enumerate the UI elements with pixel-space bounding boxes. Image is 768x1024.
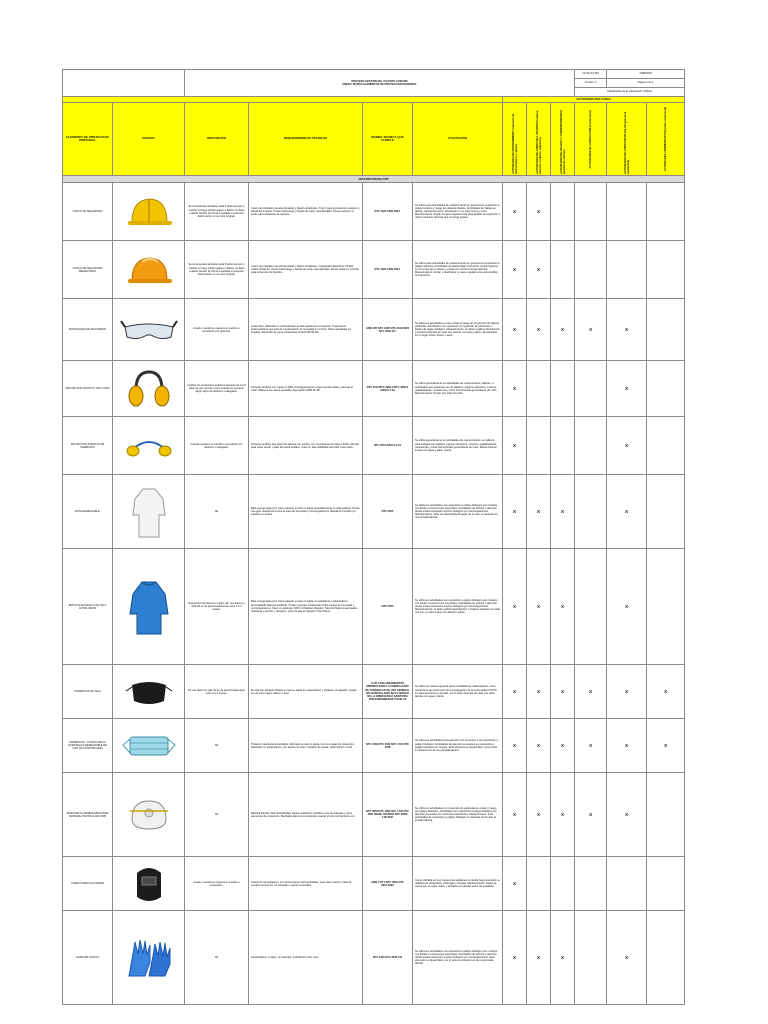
- epp-rows: [63, 183, 685, 1005]
- n95-respirator-icon: [113, 795, 184, 835]
- epp-technical: Protector auditivo con copas en ABS, amortiguamiento y espuma para aislar y atenuar el ruido; diadema con altura ajustable. Atenuación NRR 25 dB.: [249, 361, 363, 417]
- epp-technical: Desechables, en látex, no estériles, ambidiestro color azul.: [249, 911, 363, 1005]
- welding-helmet-icon: [113, 863, 184, 905]
- activity-mark-4: [575, 857, 607, 911]
- epp-technical: Lente claro, fabricado en policarbonato de alta resistencia a impactos. Tratamiento antiempañante que evita la condensación de humedad en el lente. Patas ajustables en longitud. Absorción de rayos ultravioleta (UVA/UVB) 99.9%.: [249, 299, 363, 361]
- activity-mark-4: [575, 417, 607, 475]
- col-activity-3: [551, 103, 575, 176]
- col-activity-5: [607, 103, 647, 176]
- activity-mark-4: [575, 911, 607, 1005]
- epp-row: [63, 183, 685, 241]
- epp-row: [63, 719, 685, 773]
- activity-mark-4: [575, 361, 607, 417]
- activity-mark-4: [575, 475, 607, 549]
- activity-mark-6: [647, 361, 685, 417]
- epp-standard: NTC 5625: [363, 475, 413, 549]
- activities-group-label: ACTIVIDADES POR CARGO: [503, 97, 685, 103]
- epp-image: [113, 361, 185, 417]
- epp-image: [113, 719, 185, 773]
- activity-mark-5: [607, 857, 647, 911]
- activity-mark-6: [647, 417, 685, 475]
- activity-mark-4: [575, 241, 607, 299]
- epp-usage: Se utiliza en actividades para atención con el usuario o por exposición a peligro biológico. Actividades de atención a usuarios en exposición a peligro biológico por riesgos. Este elemento es desechable, por lo tanto su duración es de una jornada laboral.: [413, 719, 503, 773]
- activity-mark-6: [647, 857, 685, 911]
- epp-element-name: MONOGAFAS DE SEGURIDAD: [63, 299, 113, 361]
- disposable-gown-icon: [113, 485, 184, 539]
- epp-technical: Material filtrante. Alta hermeticidad. Ajuste anatómico. Facilita el uso de anteojos y otros elementos de protección. Diseñada para la comunicación cuando el tono normal de la voz.: [249, 773, 363, 857]
- activity-mark-2: X: [527, 475, 551, 549]
- nitrile-gloves-icon: [113, 936, 184, 980]
- epp-technical: Casco de polietileno de alta densidad y diseño ultraliviano. Capacidad dieléctrica: 20.000 voltios (Clase E). Posee barbuquejo y banda de sudor reemplazable. Posee canal en el borde para extracción de líquidos.: [249, 241, 363, 299]
- activity-mark-1: X: [503, 183, 527, 241]
- activity-mark-3: [551, 241, 575, 299]
- activity-mark-4: X: [575, 299, 607, 361]
- activity-mark-3: X: [551, 475, 575, 549]
- activity-mark-2: X: [527, 299, 551, 361]
- section-label: DESCRIPCIÓN DEL EPP: [63, 176, 685, 183]
- activity-mark-5: X: [607, 665, 647, 719]
- activity-mark-5: X: [607, 361, 647, 417]
- surgical-mask-icon: [113, 731, 184, 761]
- epp-image: [113, 773, 185, 857]
- activity-mark-1: X: [503, 361, 527, 417]
- epp-row: [63, 241, 685, 299]
- epp-technical: Protector auditivo tipo tapón de silicona con cordón, con membranas de triple o doble reborde, para mejor ajuste y sello del canal auditivo. Color en alta visibilidad para fácil supervisión.: [249, 417, 363, 475]
- activity-mark-4: X: [575, 719, 607, 773]
- col-activity-1: [503, 103, 527, 176]
- activity-mark-1: X: [503, 857, 527, 911]
- epp-usage: Se utiliza en actividades con exposición a peligro biológico por contacto con fluidos o secreciones corporales. Actividades de archivo y atención donde exista exposición al polvo biológico y/o microorganismos. Mantenimiento: se debe realizar desinfección y limpieza después de cada uso con un paño suave con alcohol o jabón.: [413, 549, 503, 665]
- orange-helmet-icon: [113, 250, 184, 290]
- col-activity-6: [647, 103, 685, 176]
- col-standard: NORMA TÉCNICA QUE CUMPLE: [363, 103, 413, 176]
- activity-mark-5: X: [607, 475, 647, 549]
- activity-mark-6: [647, 299, 685, 361]
- epp-standard: ANSI Z 87.1 NTC 3610 NTC 3610:2020: [363, 857, 413, 911]
- activity-mark-6: [647, 241, 685, 299]
- epp-technical: Careta de termoplástico, con protecciones intercambiables, visor claro interior y filtro de sombra número 10, 12 estándar o según necesidad.: [249, 857, 363, 911]
- epp-reposition: NA: [185, 719, 249, 773]
- activity-mark-2: X: [527, 183, 551, 241]
- epp-image: [113, 665, 185, 719]
- epp-usage: Se utiliza generalmente en actividades de mantenimiento, talleres, o actividades que requieran uso de taladros, equipos eléctricos, motores, guadañadoras, motosierras y otras herramientas generadoras de ruido. Mantenimiento: limpiar con paño húmedo.: [413, 361, 503, 417]
- epp-usage: Se utiliza generalmente en actividades de mantenimiento, en talleres, para trabajos con taladros, equipos eléctricos, motores, guadañadoras, motosierras y otras herramientas generadoras de ruido. Mantenimiento: limpiar con agua y jabón neutro.: [413, 417, 503, 475]
- document-page: Página 1 de 1: [607, 79, 685, 88]
- ear-plugs-icon: [113, 431, 184, 461]
- epp-standard: NTC 2272 ANSI S 3.19: [363, 417, 413, 475]
- epp-technical: Casco de polietileno de alta densidad y diseño ultraliviano. Tipo II para la protección superior y lateral del impacto. Posee barbuquejo y banda de sudor reemplazable. Posee canal en el borde para extracción de líquidos.: [249, 183, 363, 241]
- epp-usage: Como utilizada en los procesos de soldadura en donde haya exposición a radiaciones ultravioleta, infrarrojas y chispas. Mantenimiento: limpiar la careta con un trapo suave y limpiarla con alcohol antes de guardarla.: [413, 857, 503, 911]
- epp-row: [63, 361, 685, 417]
- epp-element-name: BATA DESECHABLE: [63, 475, 113, 549]
- fluid-resistant-gown-icon: [113, 578, 184, 636]
- epp-usage: Se utiliza en actividades en que existe el riesgo de proyección de objetos, partículas. Actividades con exposición a proyección de partículas o fluidos de origen biológico. Mantenimiento: se deben realizar desinfección y limpieza después de cada uso, lavarlo con agua y jabón. Almacenarlo en un lugar limpio, fresco y seco.: [413, 299, 503, 361]
- col-reposition: REPOSICIÓN: [185, 103, 249, 176]
- activity-mark-2: [527, 857, 551, 911]
- epp-image: [113, 417, 185, 475]
- activity-label: ACTIVIDADES DE ATENCIÓN EN SALUD (personal asistencial): [623, 111, 630, 175]
- yellow-helmet-icon: [113, 192, 184, 232]
- epp-usage: Se utiliza en actividades con presencia de partículas en el aire y riesgo por peligro biológico. Actividades con exposición a peligro biológico por atención al usuario con síntomas respiratorios. Mantenimiento: para actividades de exposición a peligro biológico se desecha al terminar la jornada laboral.: [413, 773, 503, 857]
- activity-mark-5: [607, 183, 647, 241]
- epp-element-name: PROTECTOR AUDITIVO TIPO COPA: [63, 361, 113, 417]
- epp-standard: NTC 2190 NTC 3946 116: [363, 911, 413, 1005]
- activity-label: ACTIVIDADES DE ARCHIVO Y CORRESPONDENCIA (auxiliar de archivo): [559, 109, 566, 175]
- epp-element-name: CASCO DE SEGURIDAD DIELÉCTRICO: [63, 241, 113, 299]
- epp-element-name: TAPABOCAS - O MASCARILLA QUIRÚRGICA DESECHABLE DE USO NO HOSPITALARIO: [63, 719, 113, 773]
- epp-reposition: Reposición de deterioro o daño. En uso diario su vida útil es de aproximadamente entre 2 a 3 meses.: [185, 549, 249, 665]
- epp-standard: NTC 1523 ANSI Z89.1: [363, 183, 413, 241]
- document-classification: Clasificación de la información: Pública: [575, 88, 685, 97]
- epp-matrix-sheet: [62, 69, 684, 1005]
- epp-element-name: GUANTES NITRILO: [63, 911, 113, 1005]
- activity-mark-1: X: [503, 773, 527, 857]
- activity-mark-1: X: [503, 719, 527, 773]
- epp-row: [63, 665, 685, 719]
- epp-image: [113, 241, 185, 299]
- activity-mark-3: X: [551, 299, 575, 361]
- epp-standard: NTC 2272 NTC 2950-2 NTC 4956-2 ANSI S 3.19: [363, 361, 413, 417]
- activity-mark-3: X: [551, 773, 575, 857]
- epp-reposition: NA: [185, 773, 249, 857]
- epp-reposition: Cuando requiera su cambio o renovación por deterioro o desgaste.: [185, 417, 249, 475]
- activity-mark-5: X: [607, 773, 647, 857]
- epp-usage: Se utiliza en actividades con exposición a peligro biológico por contacto con fluidos o secreciones corporales. Actividades de archivo y atención donde exista exposición al polvo biológico y/o microorganismos. Este elemento es desechable, por lo tanto su duración es de una jornada laboral.: [413, 911, 503, 1005]
- col-usage: UTILIZACIÓN: [413, 103, 503, 176]
- activity-mark-3: [551, 183, 575, 241]
- epp-standard: NTC 1583 NTC 1584 NTC 1733 NTC 1728: [363, 719, 413, 773]
- activity-mark-1: X: [503, 241, 527, 299]
- activity-label: ACTIVIDADES DE ATENCIÓN A USUARIOS (cajeros, atención al cliente, vigilantes): [535, 110, 542, 175]
- activity-mark-6: X: [647, 665, 685, 719]
- activity-mark-2: X: [527, 665, 551, 719]
- activity-mark-2: [527, 417, 551, 475]
- ear-muffs-icon: [113, 368, 184, 410]
- epp-technical: Bata manga larga (con cierre trasero) en tela no tejida, en polietileno o polipropileno termosellada. Barrera antifluido. Posee una gran resistencia contra el paso de humedad y microorganismos. Peso: en poliéster 100% o Poliéster Algodón. Tela Anti fluido impermeable resistente a tensión y desgarre, puño de tela en algodón color blanco.: [249, 549, 363, 665]
- epp-row: [63, 773, 685, 857]
- title-line-2: ANEXO: MATRIZ ELEMENTOS DE PROTECCION PERSONAL: [342, 83, 417, 86]
- epp-element-name: BATA POLIETILENO CON TELA ANTIFLUIDOS: [63, 549, 113, 665]
- activity-mark-5: X: [607, 299, 647, 361]
- activity-mark-2: X: [527, 241, 551, 299]
- epp-usage: Se utiliza para actividades de mantenimiento en general con exposición a peligro locativo y riesgo de caída de objetos. Actividades de trabajo en alturas. Almacenamiento: almacenar en un lugar fresco y seco. Mantenimiento: limpiar el casco regularmente para facilitar la inspección y retirar manchas. Revisar que no tenga grietas.: [413, 183, 503, 241]
- activity-mark-5: X: [607, 549, 647, 665]
- activity-mark-6: [647, 549, 685, 665]
- activity-mark-1: X: [503, 417, 527, 475]
- epp-technical: Bata manga larga (con cierre trasero) en tela no tejida preferiblemente en polipropileno. Posee una gran resistencia contra el paso de humedad y microorganismos. Banda de fruncido y/o cauchos en puños.: [249, 475, 363, 549]
- epp-technical: En tela con almacén filtrado en tela no tejida de polipropileno y poliéster y/o algodón, puede ser de color negro, blanco o azul.: [249, 665, 363, 719]
- activity-mark-3: [551, 857, 575, 911]
- epp-row: [63, 475, 685, 549]
- activity-mark-3: X: [551, 665, 575, 719]
- activity-label: ACTIVIDADES DE MANTENIMIENTO (operario de mantenimiento y apoyo): [511, 113, 518, 175]
- activity-mark-1: X: [503, 475, 527, 549]
- document-code-value: 0088/2020: [607, 70, 685, 79]
- epp-row: [63, 857, 685, 911]
- activity-mark-3: X: [551, 911, 575, 1005]
- activity-mark-6: [647, 183, 685, 241]
- activity-mark-1: X: [503, 549, 527, 665]
- safety-glasses-icon: [113, 313, 184, 347]
- epp-row: [63, 299, 685, 361]
- epp-reposition: Se recomienda cambiarlo cada 5 años siempre y cuando no haya sufrido golpes o daños; se debe realizar cambio de forma inmediata si presenta deformación en su color original.: [185, 241, 249, 299]
- activity-mark-1: X: [503, 665, 527, 719]
- epp-image: [113, 299, 185, 361]
- epp-image: [113, 911, 185, 1005]
- epp-reposition: Anual o cuando se requiera su cambio o renovación por deterioro.: [185, 299, 249, 361]
- epp-reposition: En uso diario su vida útil es de aproximadamente entre 2 a 3 meses.: [185, 665, 249, 719]
- epp-image: [113, 475, 185, 549]
- activity-mark-5: [607, 241, 647, 299]
- epp-technical: Protector nasobucal desechable, fabricado en tela no tejida, con tres capas de protección, elaborado en polipropileno, con ajuste con tiras o elástico de ajuste. Color blanco o azul.: [249, 719, 363, 773]
- activity-mark-5: X: [607, 719, 647, 773]
- activity-mark-3: X: [551, 549, 575, 665]
- epp-usage: Se utiliza de manera general para la totalidad de colaboradores, como mecanismo de prevención de la propagación de la enfermedad COVID-19. Este elemento es lavable, por lo tanto después de cada uso debe lavarse con agua y jabón.: [413, 665, 503, 719]
- epp-reposition: Anual o cuando se requiera su cambio o renovación.: [185, 857, 249, 911]
- epp-row: [63, 911, 685, 1005]
- activity-label: ACTIVIDADES ADMINISTRATIVAS (todo el personal): [664, 106, 668, 172]
- activity-mark-2: X: [527, 549, 551, 665]
- epp-reposition: NA: [185, 911, 249, 1005]
- epp-image: [113, 549, 185, 665]
- activity-mark-6: [647, 911, 685, 1005]
- activity-mark-1: X: [503, 911, 527, 1005]
- activity-label: ACTIVIDADES DE CONDUCCIÓN (conductores): [589, 109, 593, 169]
- activity-mark-5: X: [607, 911, 647, 1005]
- col-technical: REQUERIMIENTOS TÉCNICOS: [249, 103, 363, 176]
- document-code: GCTH-ST-FM: [575, 70, 607, 79]
- epp-image: [113, 857, 185, 911]
- activity-mark-6: [647, 773, 685, 857]
- epp-reposition: cambiar los protectores auditivos después de 3 a 5 años de uso normal, o bien cuando se presente algún signo de deterioro o desgaste.: [185, 361, 249, 417]
- epp-element-name: TAPABOCAS DE TELA: [63, 665, 113, 719]
- activity-mark-4: [575, 549, 607, 665]
- epp-standard: ANSI Z87 NTC 1825 NTC 3610:2020 NTC 3946 117: [363, 299, 413, 361]
- logo-cell: [63, 70, 185, 97]
- col-activity-2: [527, 103, 551, 176]
- activity-mark-5: X: [607, 417, 647, 475]
- activity-mark-2: [527, 361, 551, 417]
- activity-mark-6: X: [647, 719, 685, 773]
- epp-reposition: NA: [185, 475, 249, 549]
- activity-mark-3: X: [551, 719, 575, 773]
- document-version: Versión: 3: [575, 79, 607, 88]
- epp-standard: NTC 3852 NTC 1584 NTC 1733 NTC 2561 NIOSH 42CFR84 NTC EN50 149:2020: [363, 773, 413, 857]
- epp-standard: NTC 5625: [363, 549, 413, 665]
- epp-reposition: Se recomienda cambiarlo cada 5 años siempre y cuando no haya sufrido golpes o daños; se debe realizar cambio de forma inmediata si presenta deformación en su color original.: [185, 183, 249, 241]
- cloth-mask-icon: [113, 677, 184, 707]
- document-title: [185, 70, 575, 97]
- epp-standard: NTC 1523 ANSI Z89.1: [363, 241, 413, 299]
- col-image: IMAGEN: [113, 103, 185, 176]
- epp-usage: Se utiliza en actividades con exposición a peligro biológico por contacto con fluidos o secreciones corporales. Actividades de archivo y atención donde exista exposición al polvo biológico y/o microorganismos. Mantenimiento: debe ser desechada después de su uso; su duración es una jornada laboral.: [413, 475, 503, 549]
- activity-mark-4: X: [575, 665, 607, 719]
- epp-element-name: PROTECTOR AUDITIVO DE INSERCIÓN: [63, 417, 113, 475]
- col-element: ELEMENTO DE PROTECCIÓN PERSONAL: [63, 103, 113, 176]
- activity-mark-2: X: [527, 773, 551, 857]
- epp-row: [63, 549, 685, 665]
- activity-mark-1: X: [503, 299, 527, 361]
- col-activity-4: [575, 103, 607, 176]
- epp-element-name: CARETA PARA SOLDADOR: [63, 857, 113, 911]
- title-line-1: PROCESO GESTIÓN DEL TALENTO HUMANO: [351, 79, 408, 83]
- epp-element-name: CASCO DE SEGURIDAD: [63, 183, 113, 241]
- activity-mark-2: X: [527, 911, 551, 1005]
- epp-image: [113, 183, 185, 241]
- epp-element-name: MASCARILLA DESECHABLE PARA MATERIAL PARTICULADO N95: [63, 773, 113, 857]
- activity-mark-4: [575, 183, 607, 241]
- epp-matrix-table: [62, 69, 685, 1005]
- activity-mark-6: [647, 475, 685, 549]
- activity-mark-3: [551, 417, 575, 475]
- activity-mark-2: X: [527, 719, 551, 773]
- activity-mark-4: X: [575, 773, 607, 857]
- epp-standard: GUÍA CON LINEAMIENTOS MÍNIMOS PARA LA FABRICACIÓN DE TAPABOCAS DE USO GENERAL NO HOSPITALARIO EN EL MARCO DE LA EMERGENCIA SANITARIA POR ENFERMEDAD COVID-19: [363, 665, 413, 719]
- epp-row: [63, 417, 685, 475]
- activity-mark-3: [551, 361, 575, 417]
- epp-usage: Se utiliza para actividades de mantenimiento en general con exposición a peligro eléctrico. Actividades de electricidad. Protección contra impactos en la corona de la cabeza y protección contra energía eléctrica. Mantenimiento: limpiar y desinfectar el casco regularmente para facilitar la inspección.: [413, 241, 503, 299]
